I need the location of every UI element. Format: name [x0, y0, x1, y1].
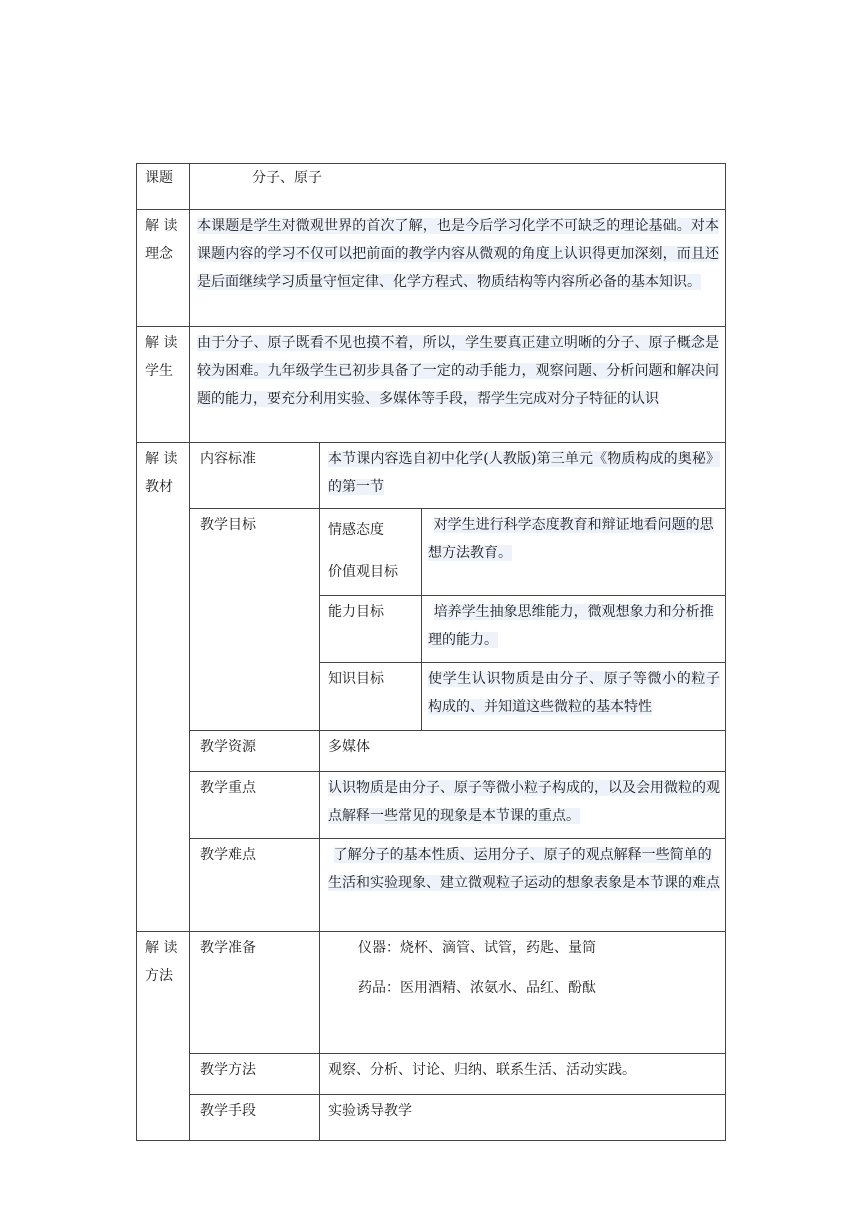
- resources-label-cell: [189, 730, 320, 772]
- prep-label: 教学准备: [200, 940, 256, 956]
- resources-label: 教学资源: [200, 739, 256, 755]
- objective-knowledge-text: 使学生认识物质是由分子、原子等微小的粒子构成的、并知道这些微粒的基本特性: [428, 671, 720, 715]
- method-text: 观察、分析、讨论、归纳、联系生活、活动实践。: [328, 1062, 636, 1078]
- means-label-cell: [189, 1094, 320, 1141]
- topic-label: 课题: [145, 170, 173, 186]
- standard-label-cell: [189, 442, 320, 509]
- topic-label-cell: [136, 163, 190, 210]
- objective-attitude-label-line-2: 价值观目标: [328, 564, 398, 580]
- objective-ability-label-cell: [319, 595, 422, 663]
- methods-label-line-1: 解 读: [145, 940, 178, 956]
- means-text-cell: [319, 1094, 726, 1141]
- standard-label: 内容标准: [200, 451, 256, 467]
- method-label-cell: [189, 1053, 320, 1095]
- method-text-cell: [319, 1053, 726, 1095]
- key-points-text: 认识物质是由分子、原子等微小粒子构成的，以及会用微粒的观点解释一些常见的现象是本节课的重点。: [328, 780, 720, 824]
- objective-knowledge-label-cell: [319, 662, 422, 731]
- objective-ability-label: 能力目标: [328, 604, 384, 620]
- objective-ability-text: 培养学生抽象思维能力，微观想象力和分析推理的能力。: [428, 604, 714, 648]
- key-points-label-cell: [189, 771, 320, 839]
- concept-text: 本课题是学生对微观世界的首次了解，也是今后学习化学不可缺乏的理论基础。对本课题内容的学习不仅可以把前面的教学内容从微观的角度上认识得更加深刻，而且还是后面继续学习质量守恒定律、化学方程式、物质结构等内容所必备的基本知识。: [197, 218, 719, 290]
- key-points-label: 教学重点: [200, 780, 256, 796]
- concept-label-cell: [136, 209, 190, 327]
- students-label-line-1: 解 读: [145, 335, 178, 351]
- students-text-cell: [189, 326, 726, 443]
- method-label: 教学方法: [200, 1062, 256, 1078]
- objectives-label: 教学目标: [200, 517, 256, 533]
- objective-attitude-label-line-1: 情感态度: [328, 522, 384, 538]
- prep-instruments: 仪器：烧杯、滴管、试管，药匙、量筒: [358, 940, 596, 956]
- materials-label-cell: [136, 442, 190, 932]
- prep-label-cell: [189, 931, 320, 1054]
- objectives-label-cell: [189, 508, 320, 731]
- difficulties-text-cell: [319, 838, 726, 932]
- prep-text-cell: [319, 931, 726, 1054]
- topic-title: 分子、原子: [252, 170, 322, 186]
- topic-title-cell: [189, 163, 726, 210]
- objective-attitude-text-cell: [421, 508, 726, 596]
- difficulties-label: 教学难点: [200, 847, 256, 863]
- methods-label-line-2: 方法: [145, 968, 173, 984]
- materials-label-line-1: 解 读: [145, 451, 178, 467]
- objective-attitude-label-cell: [319, 508, 422, 596]
- students-label-cell: [136, 326, 190, 443]
- standard-text-cell: [319, 442, 726, 509]
- key-points-text-cell: [319, 771, 726, 839]
- methods-label-cell: [136, 931, 190, 1141]
- concept-label-line-1: 解 读: [145, 218, 178, 234]
- objective-knowledge-label: 知识目标: [328, 671, 384, 687]
- concept-text-cell: [189, 209, 726, 327]
- objective-attitude-text: 对学生进行科学态度教育和辩证地看问题的思想方法教育。: [428, 517, 714, 561]
- objective-knowledge-text-cell: [421, 662, 726, 731]
- concept-label-line-2: 理念: [145, 246, 173, 262]
- difficulties-text: 了解分子的基本性质、运用分子、原子的观点解释一些简单的生活和实验现象、建立微观粒子运动的想象表象是本节课的难点: [328, 847, 720, 891]
- resources-text: 多媒体: [328, 739, 370, 755]
- means-text: 实验诱导教学: [328, 1103, 412, 1119]
- materials-label-line-2: 教材: [145, 479, 173, 495]
- prep-reagents: 药品：医用酒精、浓氨水、品红、酚酞: [358, 980, 596, 996]
- students-text: 由于分子、原子既看不见也摸不着，所以，学生要真正建立明晰的分子、原子概念是较为困难。九年级学生已初步具备了一定的动手能力，观察问题、分析问题和解决问题的能力，要充分利用实验、多媒体等手段，帮学生完成对分子特征的认识: [197, 335, 719, 407]
- difficulties-label-cell: [189, 838, 320, 932]
- means-label: 教学手段: [200, 1103, 256, 1119]
- resources-text-cell: [319, 730, 726, 772]
- objective-ability-text-cell: [421, 595, 726, 663]
- students-label-line-2: 学生: [145, 363, 173, 379]
- standard-text: 本节课内容选自初中化学(人教版)第三单元《物质构成的奥秘》的第一节: [328, 451, 720, 495]
- lesson-plan-table: [136, 163, 726, 1141]
